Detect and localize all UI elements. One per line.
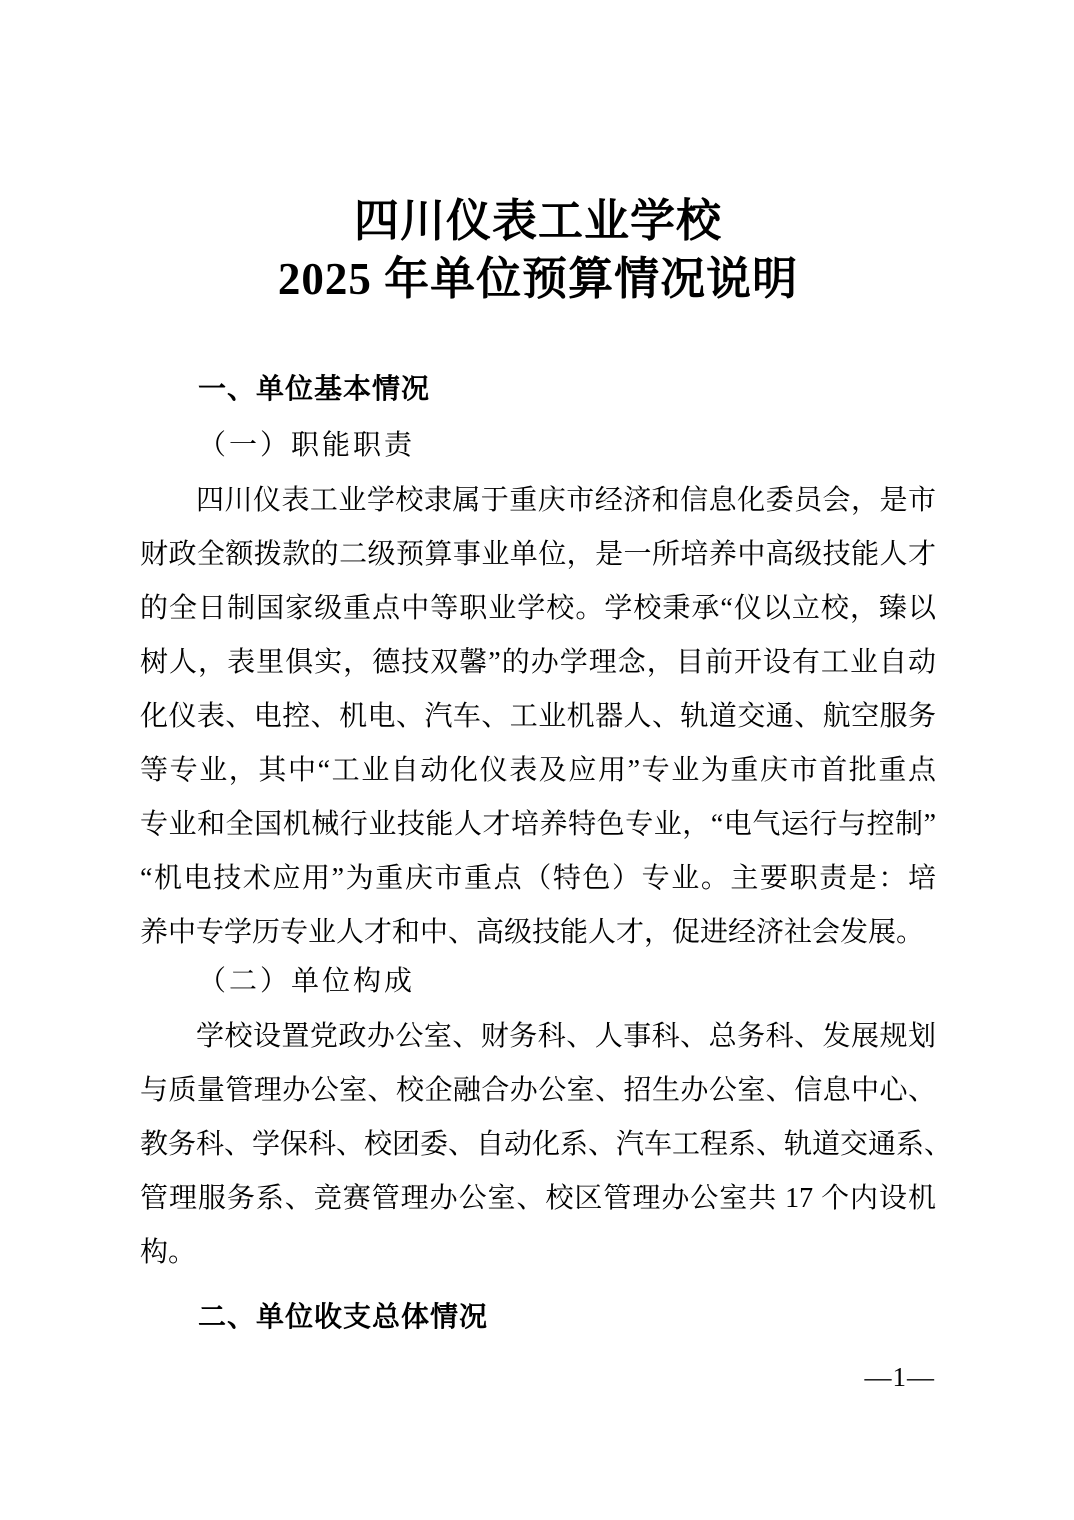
text-line: 化仪表、电控、机电、汽车、工业机器人、轨道交通、航空服务 [140, 701, 936, 732]
subsection-heading-functions: （一）职能职责 [198, 430, 416, 461]
section-heading-basic-info: 一、单位基本情况 [198, 373, 431, 404]
document-title-line1: 四川仪表工业学校 [353, 196, 722, 246]
paragraph-composition [140, 1010, 953, 1280]
text-line: 学校设置党政办公室、财务科、人事科、总务科、发展规划 [196, 1021, 936, 1052]
text-line: 与质量管理办公室、校企融合办公室、招生办公室、信息中心、 [140, 1075, 936, 1106]
document-title-line2: 2025 年单位预算情况说明 [277, 254, 799, 304]
text-line: 等专业，其中“工业自动化仪表及应用”专业为重庆市首批重点 [140, 755, 936, 786]
text-line: 构。 [140, 1237, 197, 1268]
text-line: “机电技术应用”为重庆市重点（特色）专业。主要职责是：培 [140, 863, 936, 894]
text-line: 养中专学历专业人才和中、高级技能人才，促进经济社会发展。 [140, 917, 925, 948]
document-title-block [140, 192, 936, 308]
text-line: 教务科、学保科、校团委、自动化系、汽车工程系、轨道交通系、 [140, 1129, 953, 1160]
text-line: 树人，表里俱实，德技双馨”的办学理念，目前开设有工业自动 [140, 647, 936, 678]
paragraph-functions [140, 474, 936, 960]
text-line: 管理服务系、竞赛管理办公室、校区管理办公室共 17 个内设机 [140, 1183, 936, 1214]
text-line: 的全日制国家级重点中等职业学校。学校秉承“仪以立校，臻以 [140, 593, 936, 624]
section-heading-revenue-expenditure: 二、单位收支总体情况 [198, 1301, 489, 1332]
page-number: —1— [864, 1362, 935, 1392]
text-line: 专业和全国机械行业技能人才培养特色专业，“电气运行与控制” [140, 809, 936, 840]
text-line: 财政全额拨款的二级预算事业单位，是一所培养中高级技能人才 [140, 539, 936, 570]
text-line: 四川仪表工业学校隶属于重庆市经济和信息化委员会，是市 [196, 485, 936, 516]
subsection-heading-composition: （二）单位构成 [198, 966, 416, 997]
